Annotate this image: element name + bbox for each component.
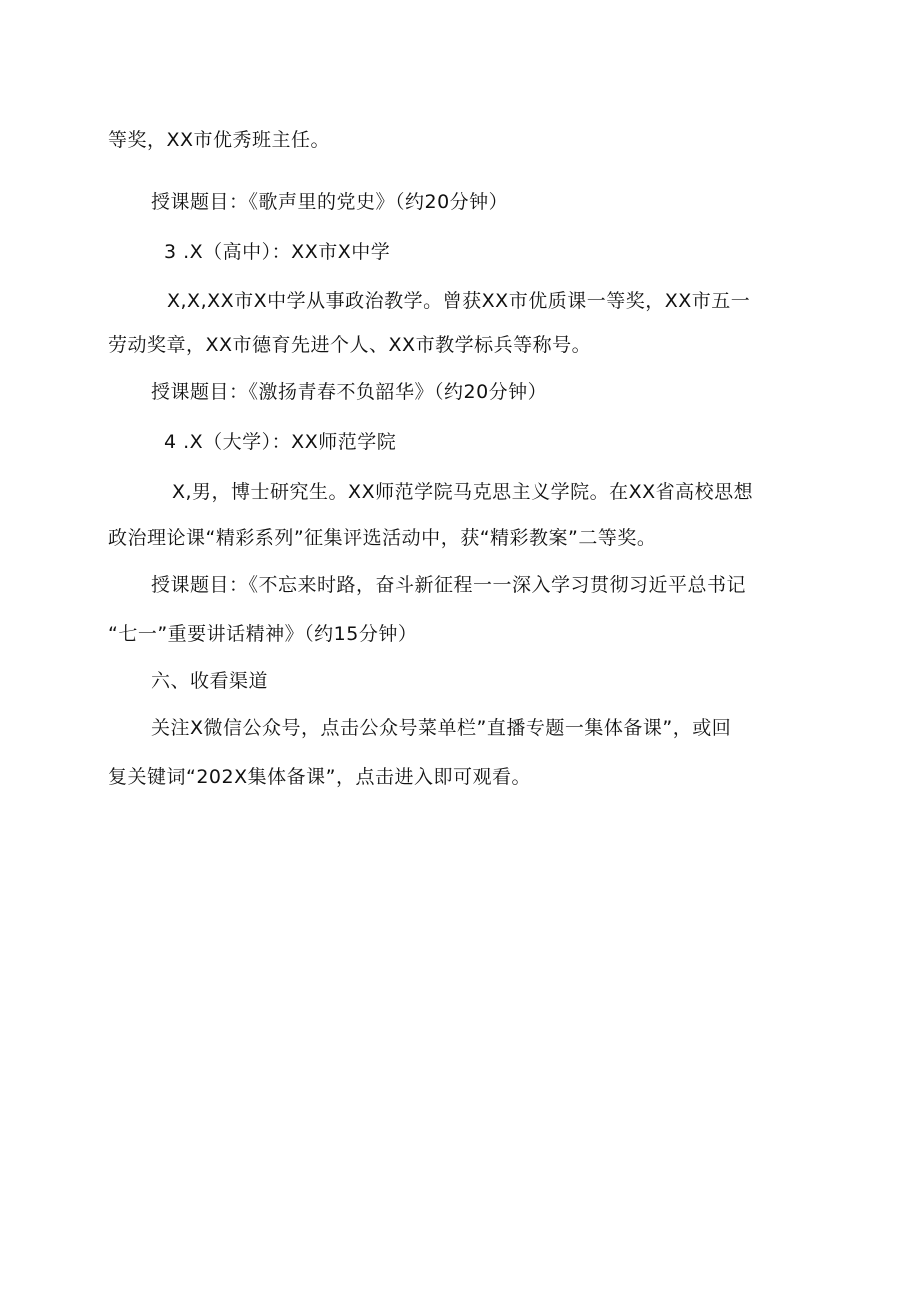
viewing-instructions-line-1: 关注X微信公众号，点击公众号菜单栏”直播专题一集体备课”，或回 — [151, 717, 732, 739]
paragraph-award-continuation: 等奖，XX市优秀班主任。 — [108, 129, 331, 151]
lecture-topic-4-line-1: 授课题目：《不忘来时路，奋斗新征程一一深入学习贯彻习近平总书记 — [151, 574, 747, 596]
section-viewing-channels: 六、收看渠道 — [151, 670, 269, 692]
university-bio-line-2: 政治理论课“精彩系列”征集评选活动中，获“精彩教案”二等奖。 — [108, 527, 657, 549]
university-bio-line-1: X,男，博士研究生。XX师范学院马克思主义学院。在XX省高校思想 — [172, 481, 754, 503]
section-university-heading: 4 .X（大学）：XX师范学院 — [164, 431, 397, 453]
highschool-bio-line-1: X,X,XX市X中学从事政治教学。曾获XX市优质课一等奖，XX市五一 — [167, 290, 751, 312]
section-highschool-heading: 3 .X（高中）：XX市X中学 — [164, 241, 391, 263]
viewing-instructions-line-2: 复关键词“202X集体备课”，点击进入即可观看。 — [108, 766, 531, 788]
highschool-bio-line-2: 劳动奖章，XX市德育先进个人、XX市教学标兵等称号。 — [108, 334, 592, 356]
lecture-topic-3: 授课题目：《激扬青春不负韶华》（约20分钟） — [151, 381, 548, 403]
lecture-topic-4-line-2: “七一”重要讲话精神》（约15分钟） — [108, 623, 418, 645]
lecture-topic-2: 授课题目：《歌声里的党史》（约20分钟） — [151, 191, 509, 213]
